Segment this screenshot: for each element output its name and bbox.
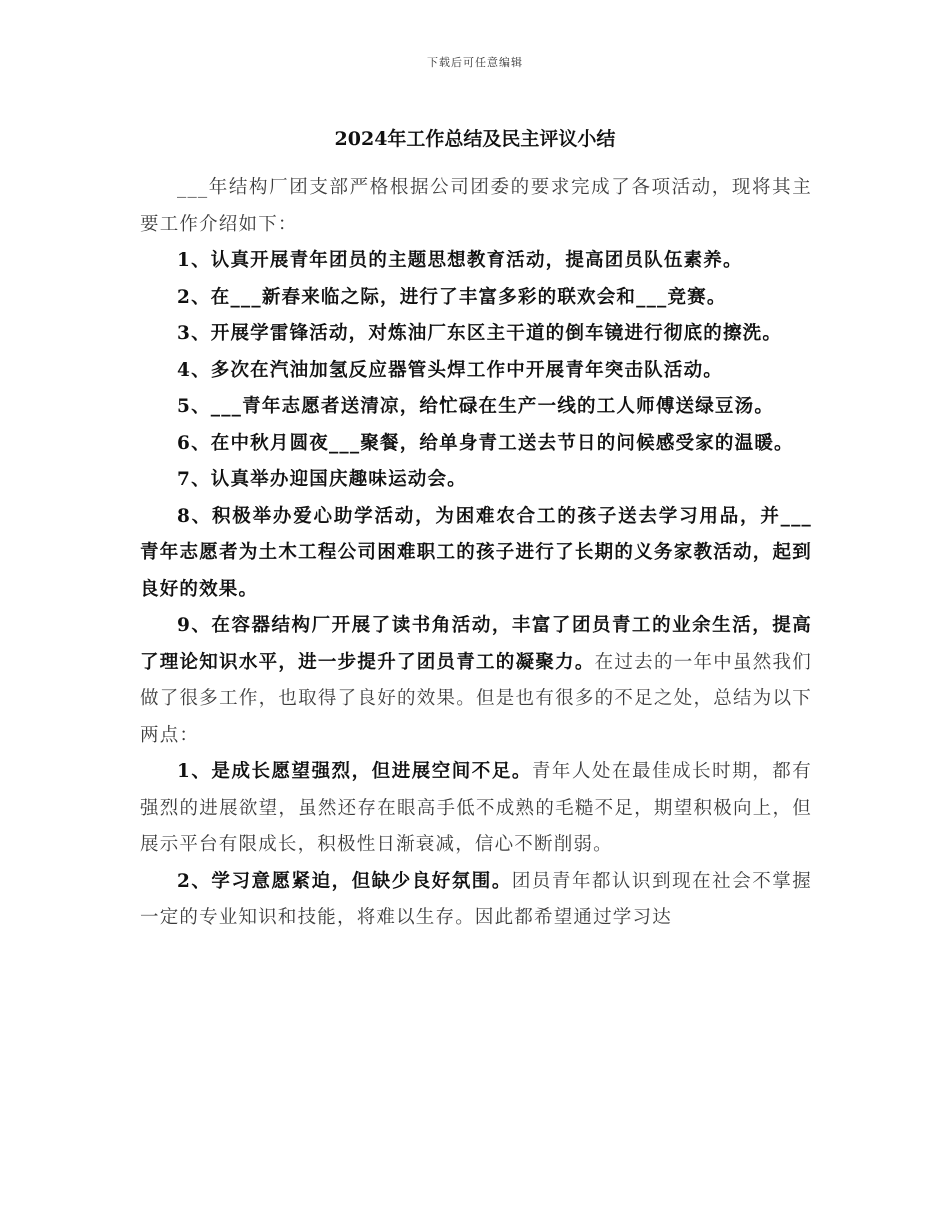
document-title: 2024年工作总结及民主评议小结 [334,128,616,150]
paragraph [140,462,812,499]
paragraph [140,499,812,609]
bold-text-segment: 3、开展学雷锋活动，对炼油厂东区主干道的倒车镜进行彻底的擦洗。 [177,323,783,344]
text-segment: 在过去的一年中虽然我们做了很多工作，也取得了良好的效果。但是也有很多的不足之处，总结为以下两点： [140,651,813,746]
bold-text-segment: 5、___青年志愿者送清凉，给忙碌在生产一线的工人师傅送绿豆汤。 [177,396,775,417]
paragraph [140,316,812,353]
paragraph [140,243,812,280]
paragraph [140,608,812,754]
bold-text-segment: 7、认真举办迎国庆趣味运动会。 [177,469,467,490]
paragraph [140,389,812,426]
paragraph [140,426,812,463]
bold-text-segment: 1、是成长愿望强烈，但进展空间不足。 [177,761,532,782]
bold-text-segment: 4、多次在汽油加氢反应器管头焊工作中开展青年突击队活动。 [177,359,723,381]
paragraph [140,353,812,390]
text-segment: 青年人处在最佳成长时期，都有强烈的进展欲望，虽然还存在眼高手低不成熟的毛糙不足，期望积极向上，但展示平台有限成长，积极性日渐衰减，信心不断削弱。 [140,761,812,855]
bold-text-segment: 6、在中秋月圆夜___聚餐，给单身青工送去节日的问候感受家的温暖。 [177,432,794,454]
bold-text-segment: 2、学习意愿紧迫，但缺少良好氛围。 [177,870,512,892]
paragraph [140,864,812,937]
bold-text-segment: 8、积极举办爱心助学活动，为困难农合工的孩子送去学习用品，并___青年志愿者为土木工程公司困难职工的孩子进行了长期的义务家教活动，起到良好的效果。 [140,505,812,600]
bold-text-segment: 2、在___新春来临之际，进行了丰富多彩的联欢会和___竞赛。 [177,286,727,308]
bold-text-segment: 9、在容器结构厂开展了读书角活动，丰富了团员青工的业余生活，提高了理论知识水平，进一步提升了团员青工的凝聚力。 [140,615,812,673]
bold-text-segment: 1、认真开展青年团员的主题思想教育活动，提高团员队伍素养。 [177,250,743,271]
paragraph [140,280,812,317]
text-segment: 团员青年都认识到现在社会不掌握一定的专业知识和技能，将难以生存。因此都希望通过学习达 [140,870,812,928]
paragraph [140,754,812,864]
text-segment: ___年结构厂团支部严格根据公司团委的要求完成了各项活动，现将其主要工作介绍如下： [140,177,812,235]
header-note: 下载后可任意编辑 [427,56,523,69]
paragraph [140,170,812,243]
document-body [140,170,812,937]
